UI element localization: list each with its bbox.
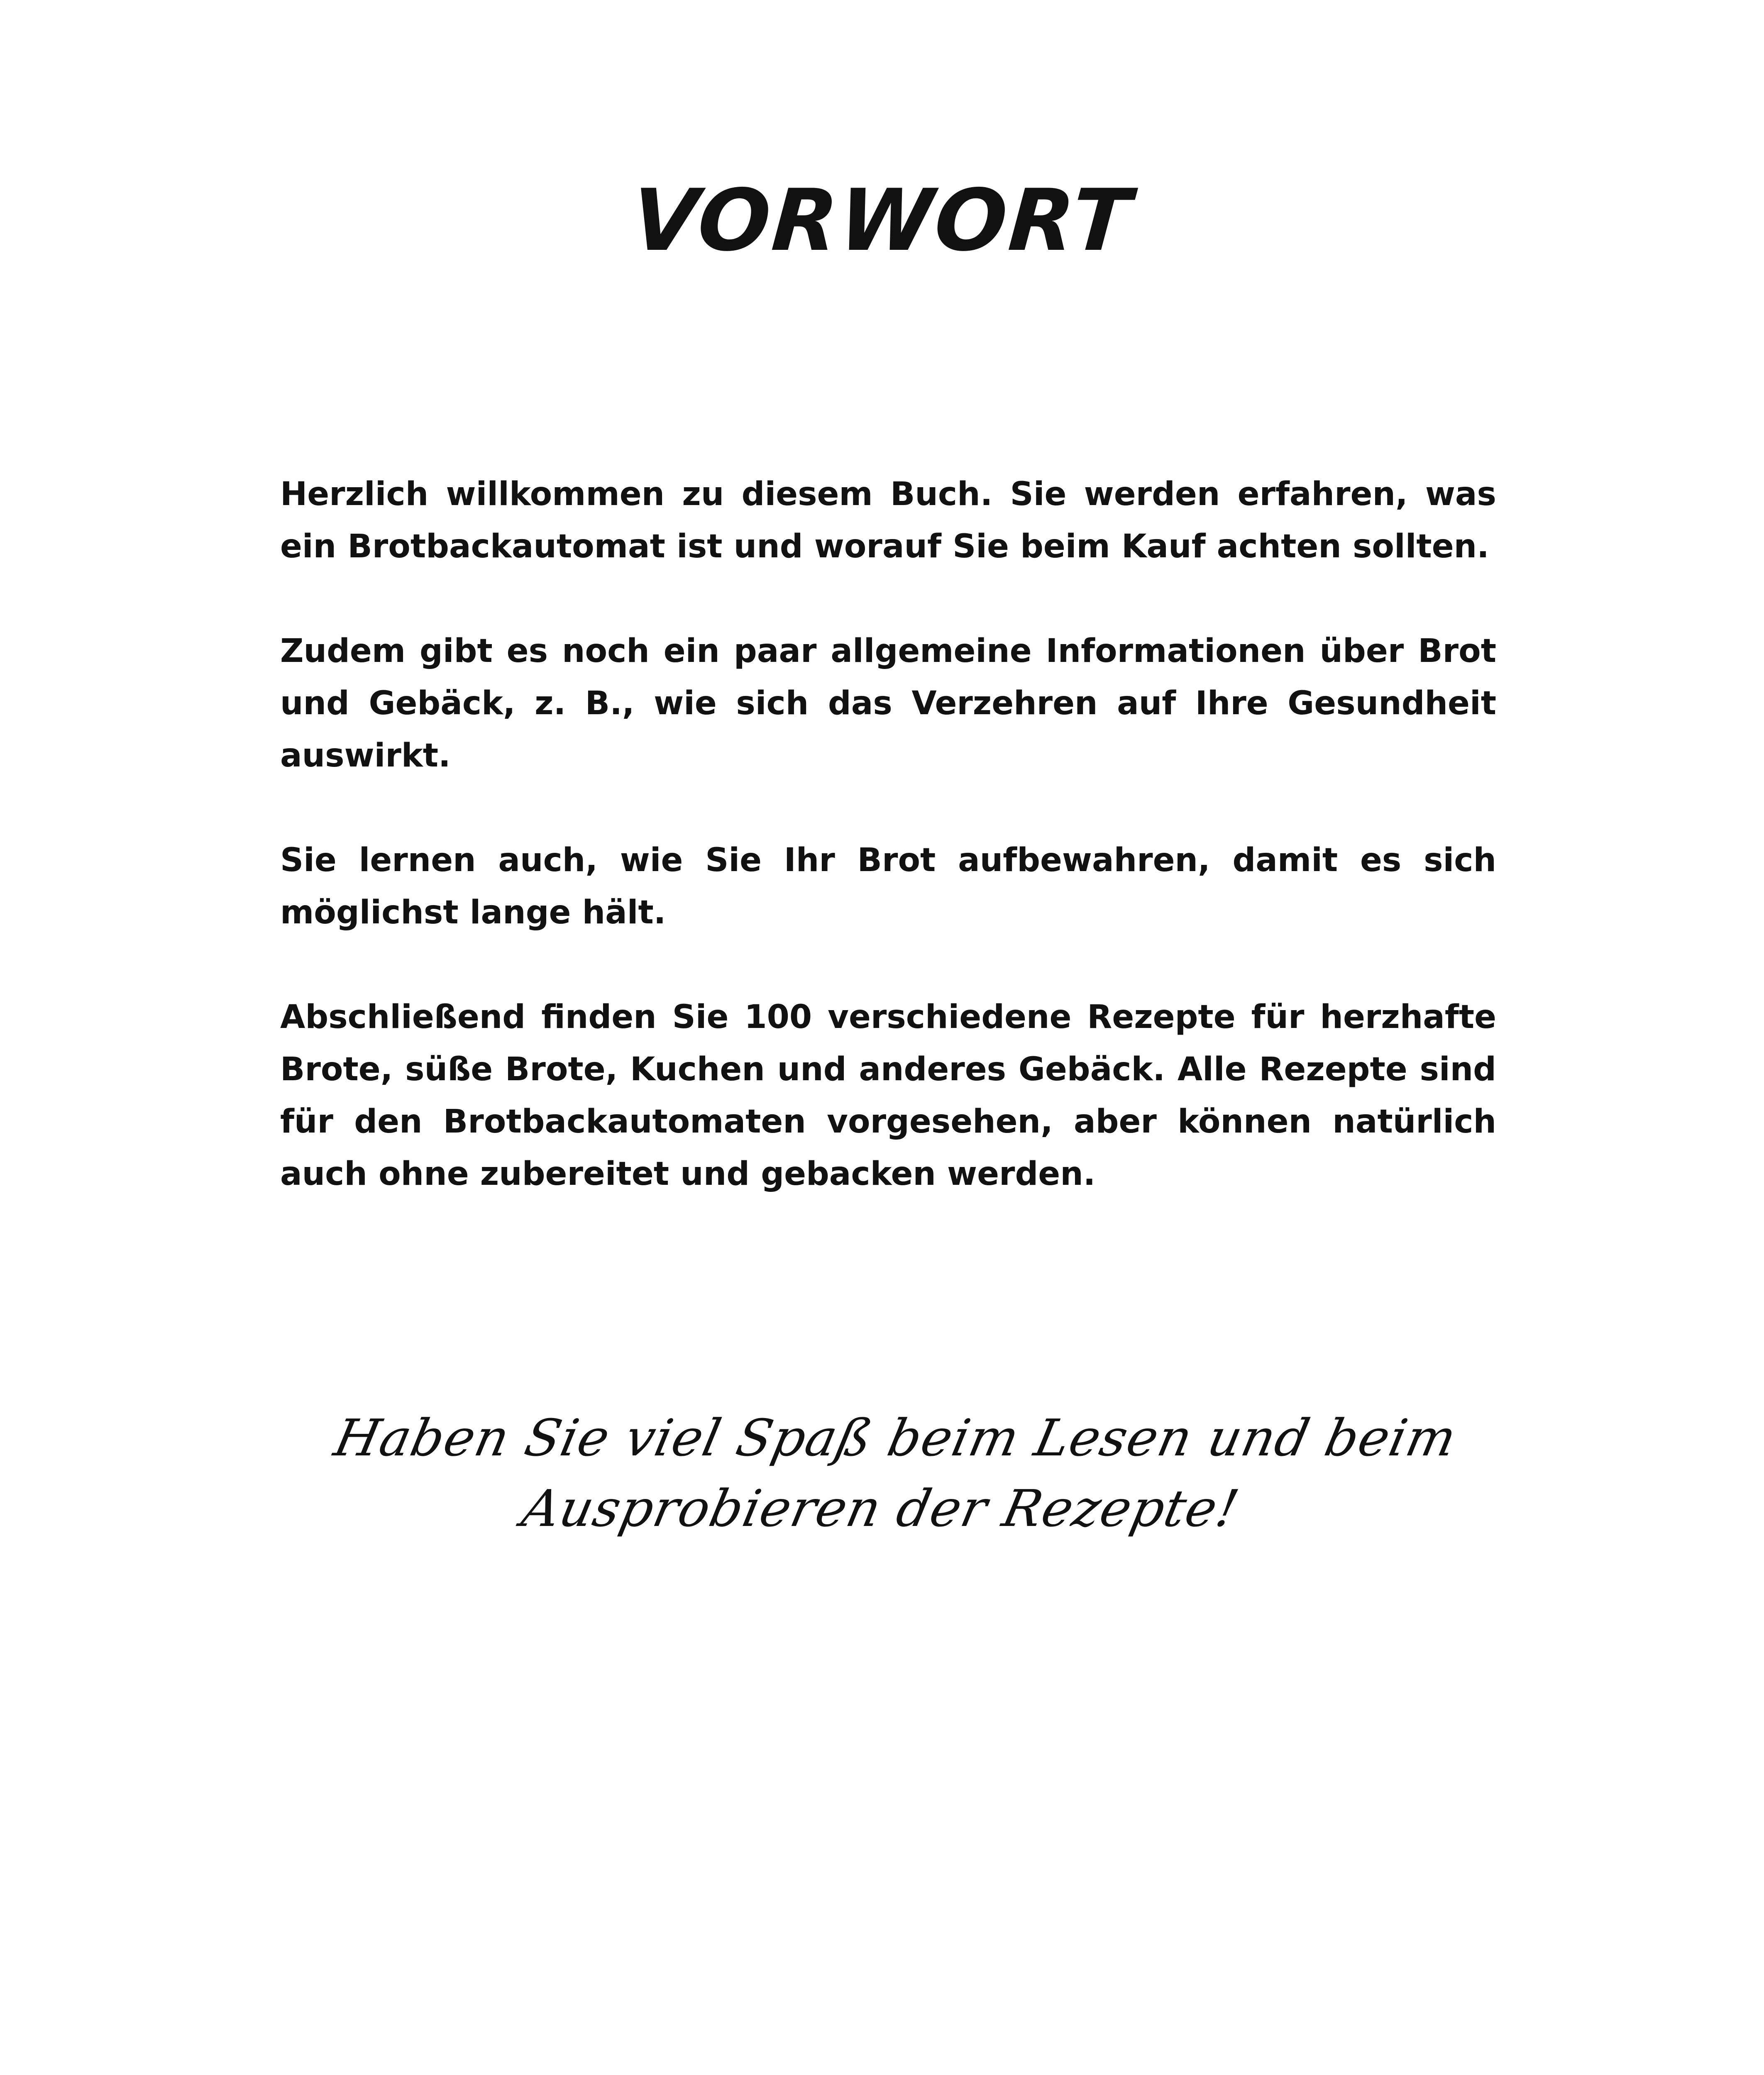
- page-title: VORWORT: [628, 171, 1136, 270]
- closing-line: Haben Sie viel Spaß beim Lesen und beim: [329, 1409, 1462, 1467]
- paragraph: Sie lernen auch, wie Sie Ihr Brot aufbewahren, damit es sich möglichst lange hält.: [280, 842, 1496, 931]
- closing-line: Ausprobieren der Rezepte!: [517, 1479, 1245, 1538]
- body-text: [280, 468, 1496, 1252]
- paragraph: Herzlich willkommen zu diesem Buch. Sie werden erfahren, was ein Brotbackautomat ist und worauf Sie beim Kauf achten sollten.: [280, 476, 1496, 565]
- paragraph: Abschließend finden Sie 100 verschiedene Rezepte für herzhafte Brote, süße Brote, Kuchen und anderes Gebäck. Alle Rezepte sind für den Brotbackautomaten vorgesehen, aber können natürlich auch ohne zubereitet und gebacken werden.: [280, 998, 1496, 1193]
- paragraph: Zudem gibt es noch ein paar allgemeine Informationen über Brot und Gebäck, z. B., wie sich das Verzehren auf Ihre Gesundheit auswirkt.: [280, 632, 1496, 774]
- closing-note: [276, 1403, 1501, 1544]
